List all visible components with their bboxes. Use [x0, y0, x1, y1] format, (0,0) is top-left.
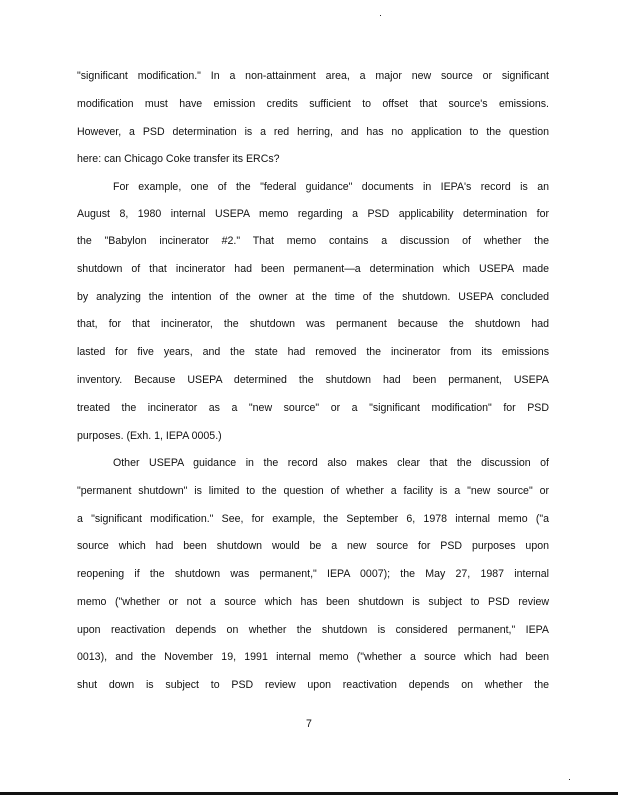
text-line: treated the incinerator as a "new source" or a "significant modification" for PSD	[77, 402, 549, 414]
text-line: purposes. (Exh. 1, IEPA 0005.)	[77, 430, 222, 442]
text-line: "significant modification." In a non-attainment area, a major new source or significant	[77, 70, 549, 82]
text-line: shut down is subject to PSD review upon reactivation depends on whether the	[77, 679, 549, 691]
text-line: memo ("whether or not a source which has been shutdown is subject to PSD review	[77, 596, 549, 608]
text-line: source which had been shutdown would be a new source for PSD purposes upon	[77, 540, 549, 552]
text-line: Other USEPA guidance in the record also makes clear that the discussion of	[113, 457, 549, 469]
scan-speck	[569, 779, 570, 780]
text-line: by analyzing the intention of the owner at the time of the shutdown. USEPA concluded	[77, 291, 549, 303]
scan-edge-bar	[0, 786, 618, 800]
text-line: lasted for five years, and the state had removed the incinerator from its emissions	[77, 346, 549, 358]
text-line: a "significant modification." See, for example, the September 6, 1978 internal memo ("a	[77, 513, 549, 525]
page-number: 7	[306, 718, 312, 730]
text-line: "permanent shutdown" is limited to the question of whether a facility is a "new source" or	[77, 485, 549, 497]
text-line: reopening if the shutdown was permanent," IEPA 0007); the May 27, 1987 internal	[77, 568, 549, 580]
text-line: upon reactivation depends on whether the shutdown is considered permanent," IEPA	[77, 624, 549, 636]
scan-speck	[380, 15, 381, 16]
text-line: inventory. Because USEPA determined the shutdown had been permanent, USEPA	[77, 374, 549, 386]
text-line: 0013), and the November 19, 1991 internal memo ("whether a source which had been	[77, 651, 549, 663]
text-line: modification must have emission credits sufficient to offset that source's emissions.	[77, 98, 549, 110]
text-line: August 8, 1980 internal USEPA memo regarding a PSD applicability determination for	[77, 208, 549, 220]
text-line: the "Babylon incinerator #2." That memo contains a discussion of whether the	[77, 235, 549, 247]
text-line: For example, one of the "federal guidance" documents in IEPA's record is an	[113, 181, 549, 193]
text-line: shutdown of that incinerator had been permanent—a determination which USEPA made	[77, 263, 549, 275]
text-line: However, a PSD determination is a red herring, and has no application to the question	[77, 126, 549, 138]
text-line: that, for that incinerator, the shutdown was permanent because the shutdown had	[77, 318, 549, 330]
text-line: here: can Chicago Coke transfer its ERCs?	[77, 153, 280, 165]
